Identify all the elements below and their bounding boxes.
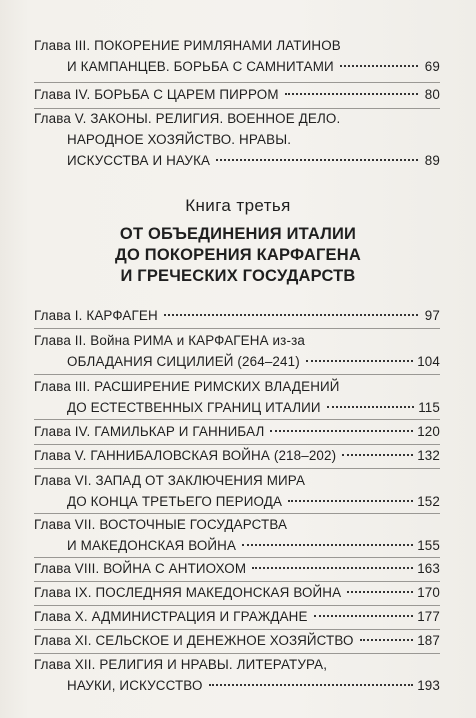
dot-leader xyxy=(252,561,413,569)
toc-entry-line xyxy=(34,305,440,326)
page-number: 177 xyxy=(417,609,440,624)
toc-entry xyxy=(34,470,440,512)
page-number: 69 xyxy=(424,59,440,74)
toc-entry-line: Глава III. ПОКОРЕНИЕ РИМЛЯНАМИ ЛАТИНОВ xyxy=(34,38,341,53)
dot-leader xyxy=(270,424,413,432)
toc-entry xyxy=(34,514,440,556)
toc-entry-line: Глава XII. РЕЛИГИЯ И НРАВЫ. ЛИТЕРАТУРА, xyxy=(34,657,328,672)
dot-leader xyxy=(209,678,414,686)
toc-entry-line: Глава VI. ЗАПАД ОТ ЗАКЛЮЧЕНИЯ МИРА xyxy=(34,473,306,488)
dot-leader xyxy=(327,400,414,408)
toc-entry-text: Глава IV. БОРЬБА С ЦАРЕМ ПИРРОМ xyxy=(34,87,279,102)
page-number: 187 xyxy=(417,633,440,648)
page-number: 155 xyxy=(417,538,440,553)
toc-entry-line xyxy=(34,630,440,651)
dot-leader xyxy=(288,494,413,502)
toc-entry-text: Глава X. АДМИНИСТРАЦИЯ И ГРАЖДАНЕ xyxy=(34,609,308,624)
page-number: 115 xyxy=(418,400,440,415)
dot-leader xyxy=(164,308,418,316)
toc-entry-text: Глава VIII. ВОЙНА С АНТИОХОМ xyxy=(34,561,247,576)
divider xyxy=(34,328,440,329)
book-title-line: И ГРЕЧЕСКИХ ГОСУДАРСТВ xyxy=(120,267,356,285)
page-number: 97 xyxy=(424,308,440,323)
toc-entry-text: Глава I. КАРФАГЕН xyxy=(34,308,158,323)
page-number: 152 xyxy=(417,494,440,509)
dot-leader xyxy=(342,448,413,456)
dot-leader xyxy=(216,153,418,161)
divider xyxy=(34,82,440,83)
toc-entry-line xyxy=(34,421,440,442)
toc-entry-line xyxy=(34,558,440,579)
divider xyxy=(34,419,440,420)
dot-leader xyxy=(314,609,414,617)
dot-leader xyxy=(306,354,413,362)
divider xyxy=(34,374,440,375)
dot-leader xyxy=(285,87,418,95)
page-number: 120 xyxy=(417,424,440,439)
toc-entry-line xyxy=(34,445,440,466)
toc-entry-text: Глава XI. СЕЛЬСКОЕ И ДЕНЕЖНОЕ ХОЗЯЙСТВО xyxy=(34,633,354,648)
toc-entry-line: Глава III. РАСШИРЕНИЕ РИМСКИХ ВЛАДЕНИЙ xyxy=(34,379,340,394)
toc-entry-line xyxy=(34,675,440,696)
toc-entry-text: ИСКУССТВА И НАУКА xyxy=(67,153,211,168)
toc-entry xyxy=(34,421,440,442)
toc-entry-line: Глава V. ЗАКОНЫ. РЕЛИГИЯ. ВОЕННОЕ ДЕЛО. xyxy=(34,111,341,126)
page-number: 132 xyxy=(417,448,440,463)
toc-entry-line xyxy=(34,56,440,77)
toc-entry xyxy=(34,606,440,627)
toc-entry-line xyxy=(34,491,440,512)
toc-entry xyxy=(34,305,440,326)
book-title-line: ОТ ОБЪЕДИНЕНИЯ ИТАЛИИ xyxy=(119,225,357,243)
toc-entry xyxy=(34,582,440,603)
toc-entry-line: Глава VII. ВОСТОЧНЫЕ ГОСУДАРСТВА xyxy=(34,517,288,532)
toc-entry xyxy=(34,654,440,696)
toc-entry xyxy=(34,108,440,171)
toc-entry xyxy=(34,330,440,372)
page-number: 170 xyxy=(417,585,440,600)
toc-entry-text: ОБЛАДАНИЯ СИЦИЛИЕЙ (264–241) xyxy=(67,354,300,369)
toc-entry-line xyxy=(34,150,440,171)
toc-entry-line: Глава II. Война РИМА и КАРФАГЕНА из-за xyxy=(34,333,305,348)
book-title-line: ДО ПОКОРЕНИЯ КАРФАГЕНА xyxy=(115,246,361,264)
toc-entry-line xyxy=(34,84,440,105)
divider xyxy=(34,468,440,469)
toc-entry-text: И КАМПАНЦЕВ. БОРЬБА С САМНИТАМИ xyxy=(67,59,334,74)
toc-entry-line xyxy=(34,397,440,418)
dot-leader xyxy=(340,59,418,67)
page-number: 89 xyxy=(424,153,440,168)
toc-entry xyxy=(34,84,440,105)
dot-leader xyxy=(347,585,413,593)
toc-entry-line: НАРОДНОЕ ХОЗЯЙСТВО. НРАВЫ. xyxy=(67,132,292,147)
toc-entry xyxy=(34,445,440,466)
toc-entry xyxy=(34,376,440,418)
toc-entry-text: Глава IX. ПОСЛЕДНЯЯ МАКЕДОНСКАЯ ВОЙНА xyxy=(34,585,342,600)
page-number: 193 xyxy=(417,678,440,693)
toc-entry-line xyxy=(34,606,440,627)
toc-entry-text: ДО ЕСТЕСТВЕННЫХ ГРАНИЦ ИТАЛИИ xyxy=(67,400,321,415)
toc-entry-text: И МАКЕДОНСКАЯ ВОЙНА xyxy=(67,538,237,553)
toc-entry-line xyxy=(34,535,440,556)
toc-entry xyxy=(34,35,440,77)
dot-leader xyxy=(360,633,414,641)
toc-entry-text: НАУКИ, ИСКУССТВО xyxy=(67,678,203,693)
toc-entry-text: Глава V. ГАННИБАЛОВСКАЯ ВОЙНА (218–202) xyxy=(34,448,337,463)
toc-entry-line xyxy=(34,582,440,603)
toc-entry-line xyxy=(34,351,440,372)
page-number: 80 xyxy=(424,87,440,102)
toc-entry-text: ДО КОНЦА ТРЕТЬЕГО ПЕРИОДА xyxy=(67,494,283,509)
toc-entry-text: Глава IV. ГАМИЛЬКАР И ГАННИБАЛ xyxy=(34,424,265,439)
toc-entry xyxy=(34,630,440,651)
dot-leader xyxy=(242,538,413,546)
book-label: Книга третья xyxy=(185,196,291,215)
toc-entry xyxy=(34,558,440,579)
page-number: 104 xyxy=(417,354,440,369)
page-number: 163 xyxy=(417,561,440,576)
